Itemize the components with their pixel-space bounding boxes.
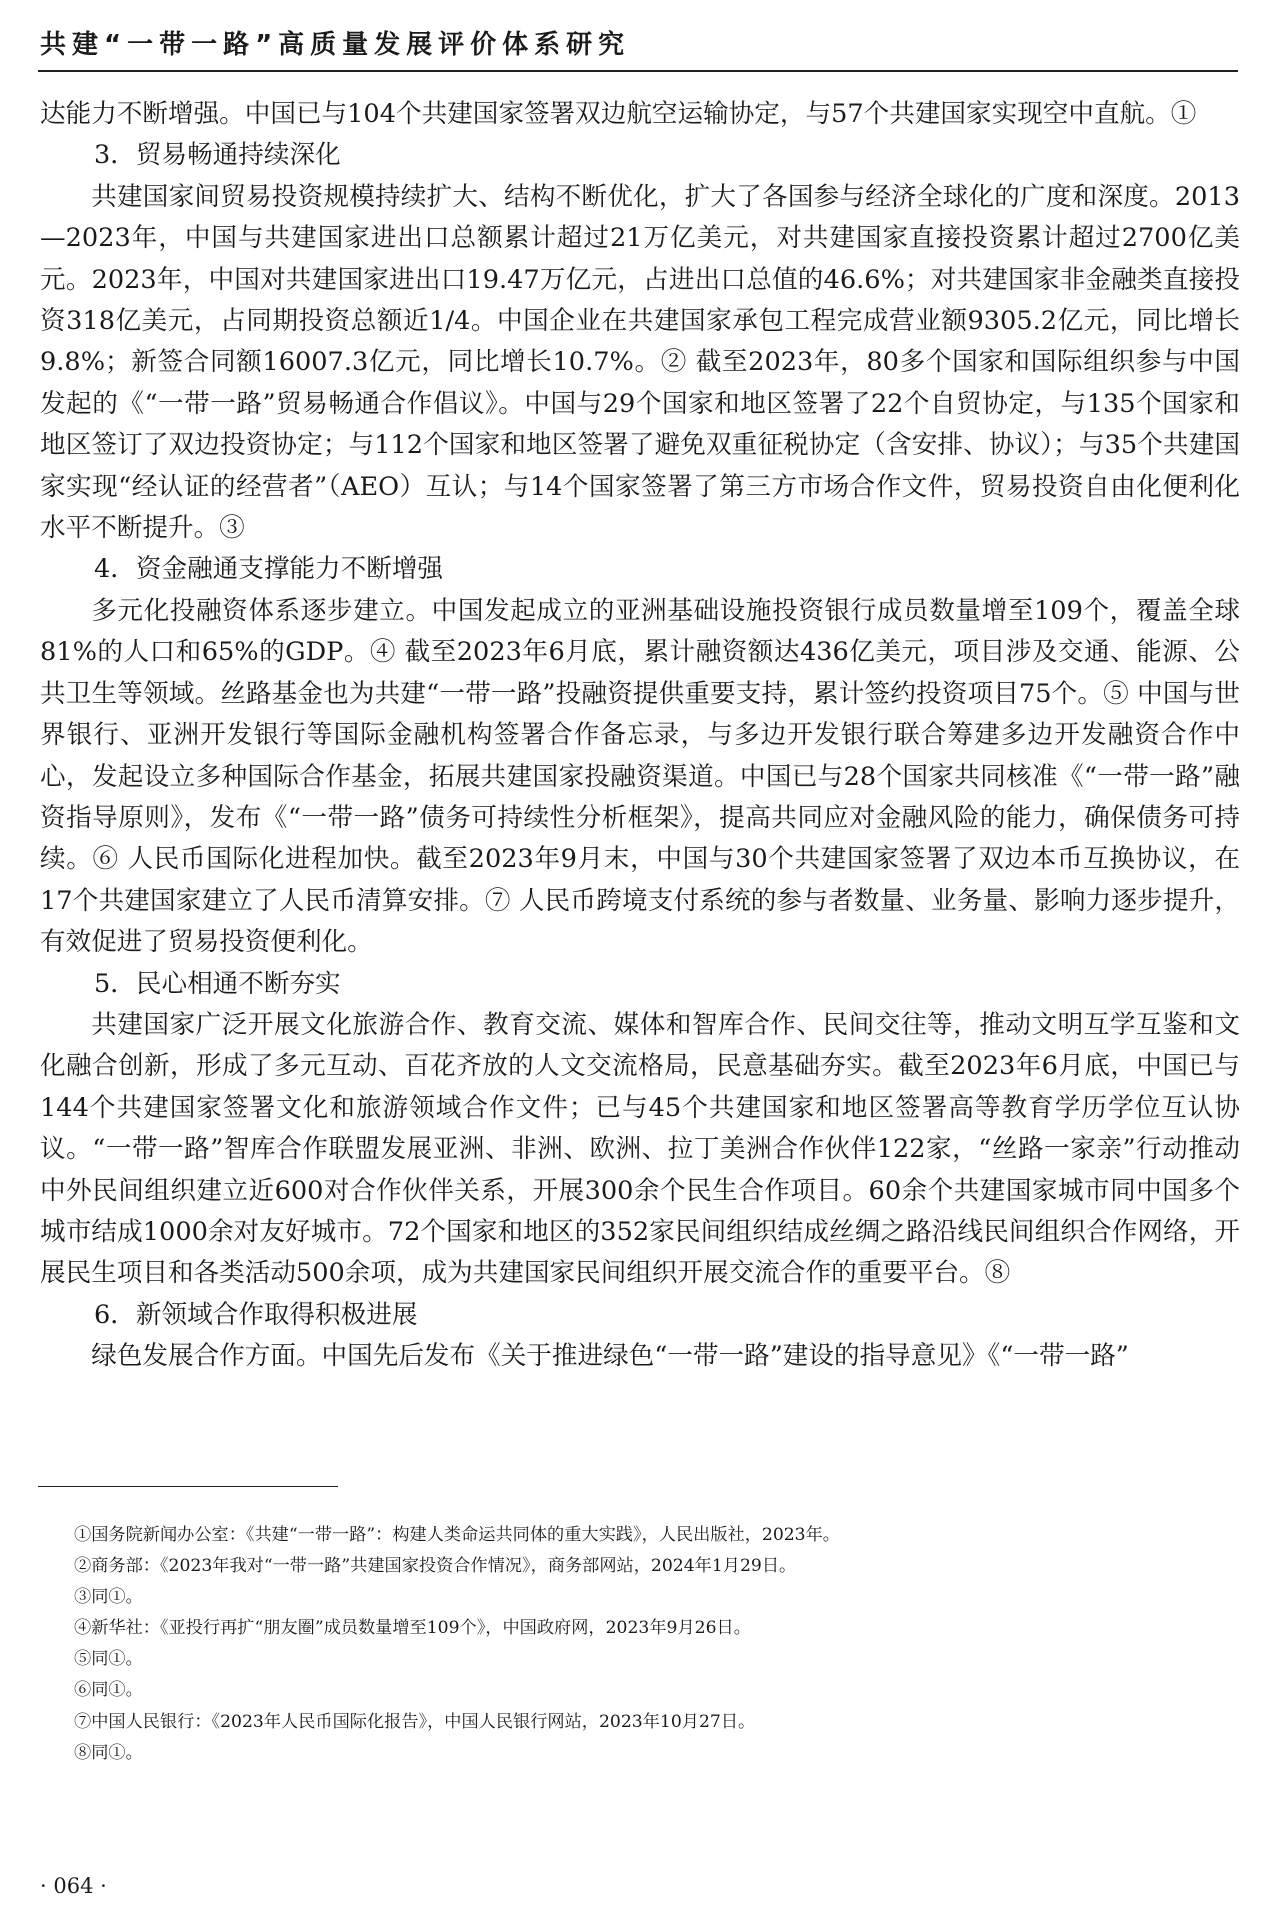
footnote-8: ⑧同①。 — [74, 1742, 143, 1763]
section-heading-people: 5．民心相通不断夯实 — [94, 968, 341, 999]
footnotes — [74, 1520, 1234, 1769]
paragraph-people: 共建国家广泛开展文化旅游合作、教育交流、媒体和智库合作、民间交往等，推动文明互学互鉴和文化融合创新，形成了多元互动、百花齐放的人文交流格局，民意基础夯实。截至2023年6月底，中国已与144个共建国家签署文化和旅游领域合作文件；已与45个共建国家和地区签署高等教育学历学位互认协议。“一带一路”智库合作联盟发展亚洲、非洲、欧洲、拉丁美洲合作伙伴122家，“丝路一家亲”行动推动中外民间组织建立近600对合作伙伴关系，开展300余个民生合作项目。60余个共建国家城市同中国多个城市结成1000余对友好城市。72个国家和地区的352家民间组织结成丝绸之路沿线民间组织合作网络，开展民生项目和各类活动500余项，成为共建国家民间组织开展交流合作的重要平台。⑧ — [40, 1009, 1240, 1289]
paragraph-new-fields: 绿色发展合作方面。中国先后发布《关于推进绿色“一带一路”建设的指导意见》《“一带一路” — [91, 1341, 1129, 1372]
section-heading-trade: 3．贸易畅通持续深化 — [94, 140, 341, 171]
running-title: 共建“一带一路”高质量发展评价体系研究 — [40, 30, 631, 60]
footnote-1: ①国务院新闻办公室：《共建“一带一路”：构建人类命运共同体的重大实践》，人民出版社，2023年。 — [74, 1525, 840, 1545]
paragraph-continuation: 达能力不断增强。中国已与104个共建国家签署双边航空运输协定，与57个共建国家实现空中直航。① — [40, 99, 1197, 129]
page-number: · 064 · — [40, 1874, 107, 1898]
section-heading-new-fields: 6．新领域合作取得积极进展 — [94, 1299, 418, 1330]
paragraph-finance: 多元化投融资体系逐步建立。中国发起成立的亚洲基础设施投资银行成员数量增至109个，覆盖全球81%的人口和65%的GDP。④ 截至2023年6月底，累计融资额达436亿美元，项目涉及交通、能源、公共卫生等领域。丝路基金也为共建“一带一路”投融资提供重要支持，累计签约投资项目75个。⑤ 中国与世界银行、亚洲开发银行等国际金融机构签署合作备忘录，与多边开发银行联合筹建多边开发融资合作中心，发起设立多种国际合作基金，拓展共建国家投融资渠道。中国已与28个国家共同核准《“一带一路”融资指导原则》，发布《“一带一路”债务可持续性分析框架》，提高共同应对金融风险的能力，确保债务可持续。⑥ 人民币国际化进程加快。截至2023年9月末，中国与30个共建国家签署了双边本币互换协议，在17个共建国家建立了人民币清算安排。⑦ 人民币跨境支付系统的参与者数量、业务量、影响力逐步提升，有效促进了贸易投资便利化。 — [40, 595, 1240, 958]
footnote-7: ⑦中国人民银行：《2023年人民币国际化报告》，中国人民银行网站，2023年10月27日。 — [74, 1711, 756, 1732]
header-rule — [38, 70, 1238, 72]
footnote-rule — [38, 1486, 338, 1487]
footnote-6: ⑥同①。 — [74, 1680, 143, 1701]
body-text — [40, 94, 1240, 1378]
footnote-2: ②商务部：《2023年我对“一带一路”共建国家投资合作情况》，商务部网站，2024年1月29日。 — [74, 1556, 797, 1577]
paragraph-trade: 共建国家间贸易投资规模持续扩大、结构不断优化，扩大了各国参与经济全球化的广度和深度。2013—2023年，中国与共建国家进出口总额累计超过21万亿美元，对共建国家直接投资累计超过2700亿美元。2023年，中国对共建国家进出口19.47万亿元，占进出口总值的46.6%；对共建国家非金融类直接投资318亿美元，占同期投资总额近1/4。中国企业在共建国家承包工程完成营业额9305.2亿元，同比增长9.8%；新签合同额16007.3亿元，同比增长10.7%。② 截至2023年，80多个国家和国际组织参与中国发起的《“一带一路”贸易畅通合作倡议》。中国与29个国家和地区签署了22个自贸协定，与135个国家和地区签订了双边投资协定；与112个国家和地区签署了避免双重征税协定（含安排、协议）；与35个共建国家实现“经认证的经营者”（AEO）互认；与14个国家签署了第三方市场合作文件，贸易投资自由化便利化水平不断提升。③ — [40, 181, 1240, 544]
section-heading-finance: 4．资金融通支撑能力不断增强 — [94, 554, 444, 585]
footnote-3: ③同①。 — [74, 1587, 143, 1608]
footnote-5: ⑤同①。 — [74, 1649, 143, 1670]
footnote-4: ④新华社：《亚投行再扩“朋友圈”成员数量增至109个》，中国政府网，2023年9月26日。 — [74, 1618, 751, 1639]
